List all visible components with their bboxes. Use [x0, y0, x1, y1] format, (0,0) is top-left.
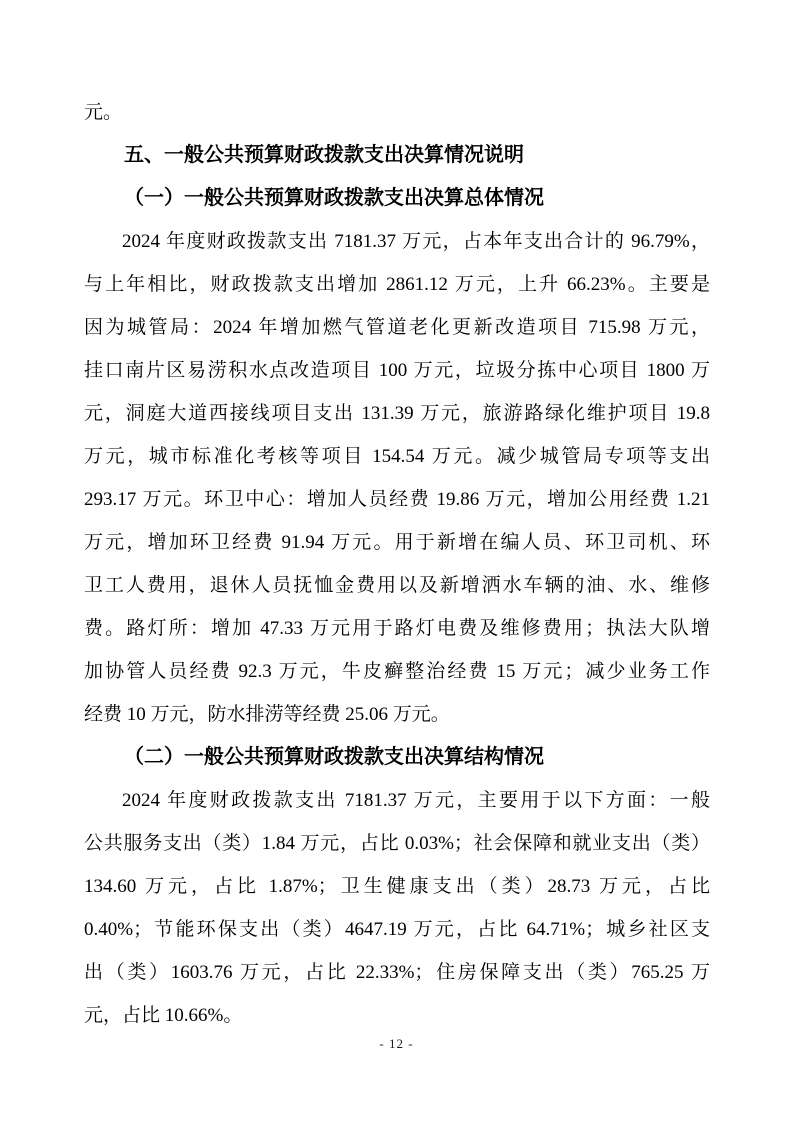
text-line: 公共服务支出（类）1.84 万元，占比 0.03%；社会保障和就业支出（类）: [84, 833, 710, 854]
body-continuation: [84, 91, 710, 134]
text-line: 万元，增加环卫经费 91.94 万元。用于新增在编人员、环卫司机、环: [84, 532, 710, 553]
text-line: 万元，城市标准化考核等项目 154.54 万元。减少城管局专项等支出: [84, 446, 710, 467]
paragraph: [84, 779, 710, 1037]
text-line: 元。: [84, 102, 123, 123]
text-line: 经费 10 万元，防水排涝等经费 25.06 万元。: [84, 704, 450, 725]
text-line: 费。路灯所：增加 47.33 万元用于路灯电费及维修费用；执法大队增: [84, 618, 710, 639]
document-body: [84, 91, 710, 1037]
text-line: 2024 年度财政拨款支出 7181.37 万元，主要用于以下方面：一般: [122, 790, 710, 811]
text-line: 与上年相比，财政拨款支出增加 2861.12 万元，上升 66.23%。主要是: [84, 274, 710, 295]
text-line: 加协管人员经费 92.3 万元，牛皮癣整治经费 15 万元；减少业务工作: [84, 661, 710, 682]
heading1: [84, 134, 710, 177]
page-number: - 12 -: [379, 1036, 414, 1051]
paragraph: [84, 220, 710, 736]
text-line: 因为城管局：2024 年增加燃气管道老化更新改造项目 715.98 万元，: [84, 317, 710, 338]
text-line: 元，洞庭大道西接线项目支出 131.39 万元，旅游路绿化维护项目 19.8: [84, 403, 710, 424]
heading2: [84, 177, 710, 220]
text-line: 出（类）1603.76 万元，占比 22.33%；住房保障支出（类）765.25 万: [84, 962, 710, 983]
heading2: [84, 736, 710, 779]
heading-line: 五、一般公共预算财政拨款支出决算情况说明: [124, 144, 524, 166]
text-line: 挂口南片区易涝积水点改造项目 100 万元，垃圾分拣中心项目 1800 万: [84, 360, 710, 381]
heading-line: （二）一般公共预算财政拨款支出决算结构情况: [124, 746, 544, 768]
heading-line: （一）一般公共预算财政拨款支出决算总体情况: [124, 187, 544, 209]
text-line: 卫工人费用，退休人员抚恤金费用以及新增洒水车辆的油、水、维修: [84, 575, 710, 596]
text-line: 0.40%；节能环保支出（类）4647.19 万元，占比 64.71%；城乡社区支: [84, 919, 710, 940]
text-line: 293.17 万元。环卫中心：增加人员经费 19.86 万元，增加公用经费 1.21: [84, 489, 710, 510]
text-line: 元，占比 10.66%。: [84, 1005, 243, 1026]
text-line: 134.60 万元，占比 1.87%；卫生健康支出（类）28.73 万元，占比: [84, 876, 710, 897]
text-line: 2024 年度财政拨款支出 7181.37 万元，占本年支出合计的 96.79%，: [122, 231, 710, 252]
